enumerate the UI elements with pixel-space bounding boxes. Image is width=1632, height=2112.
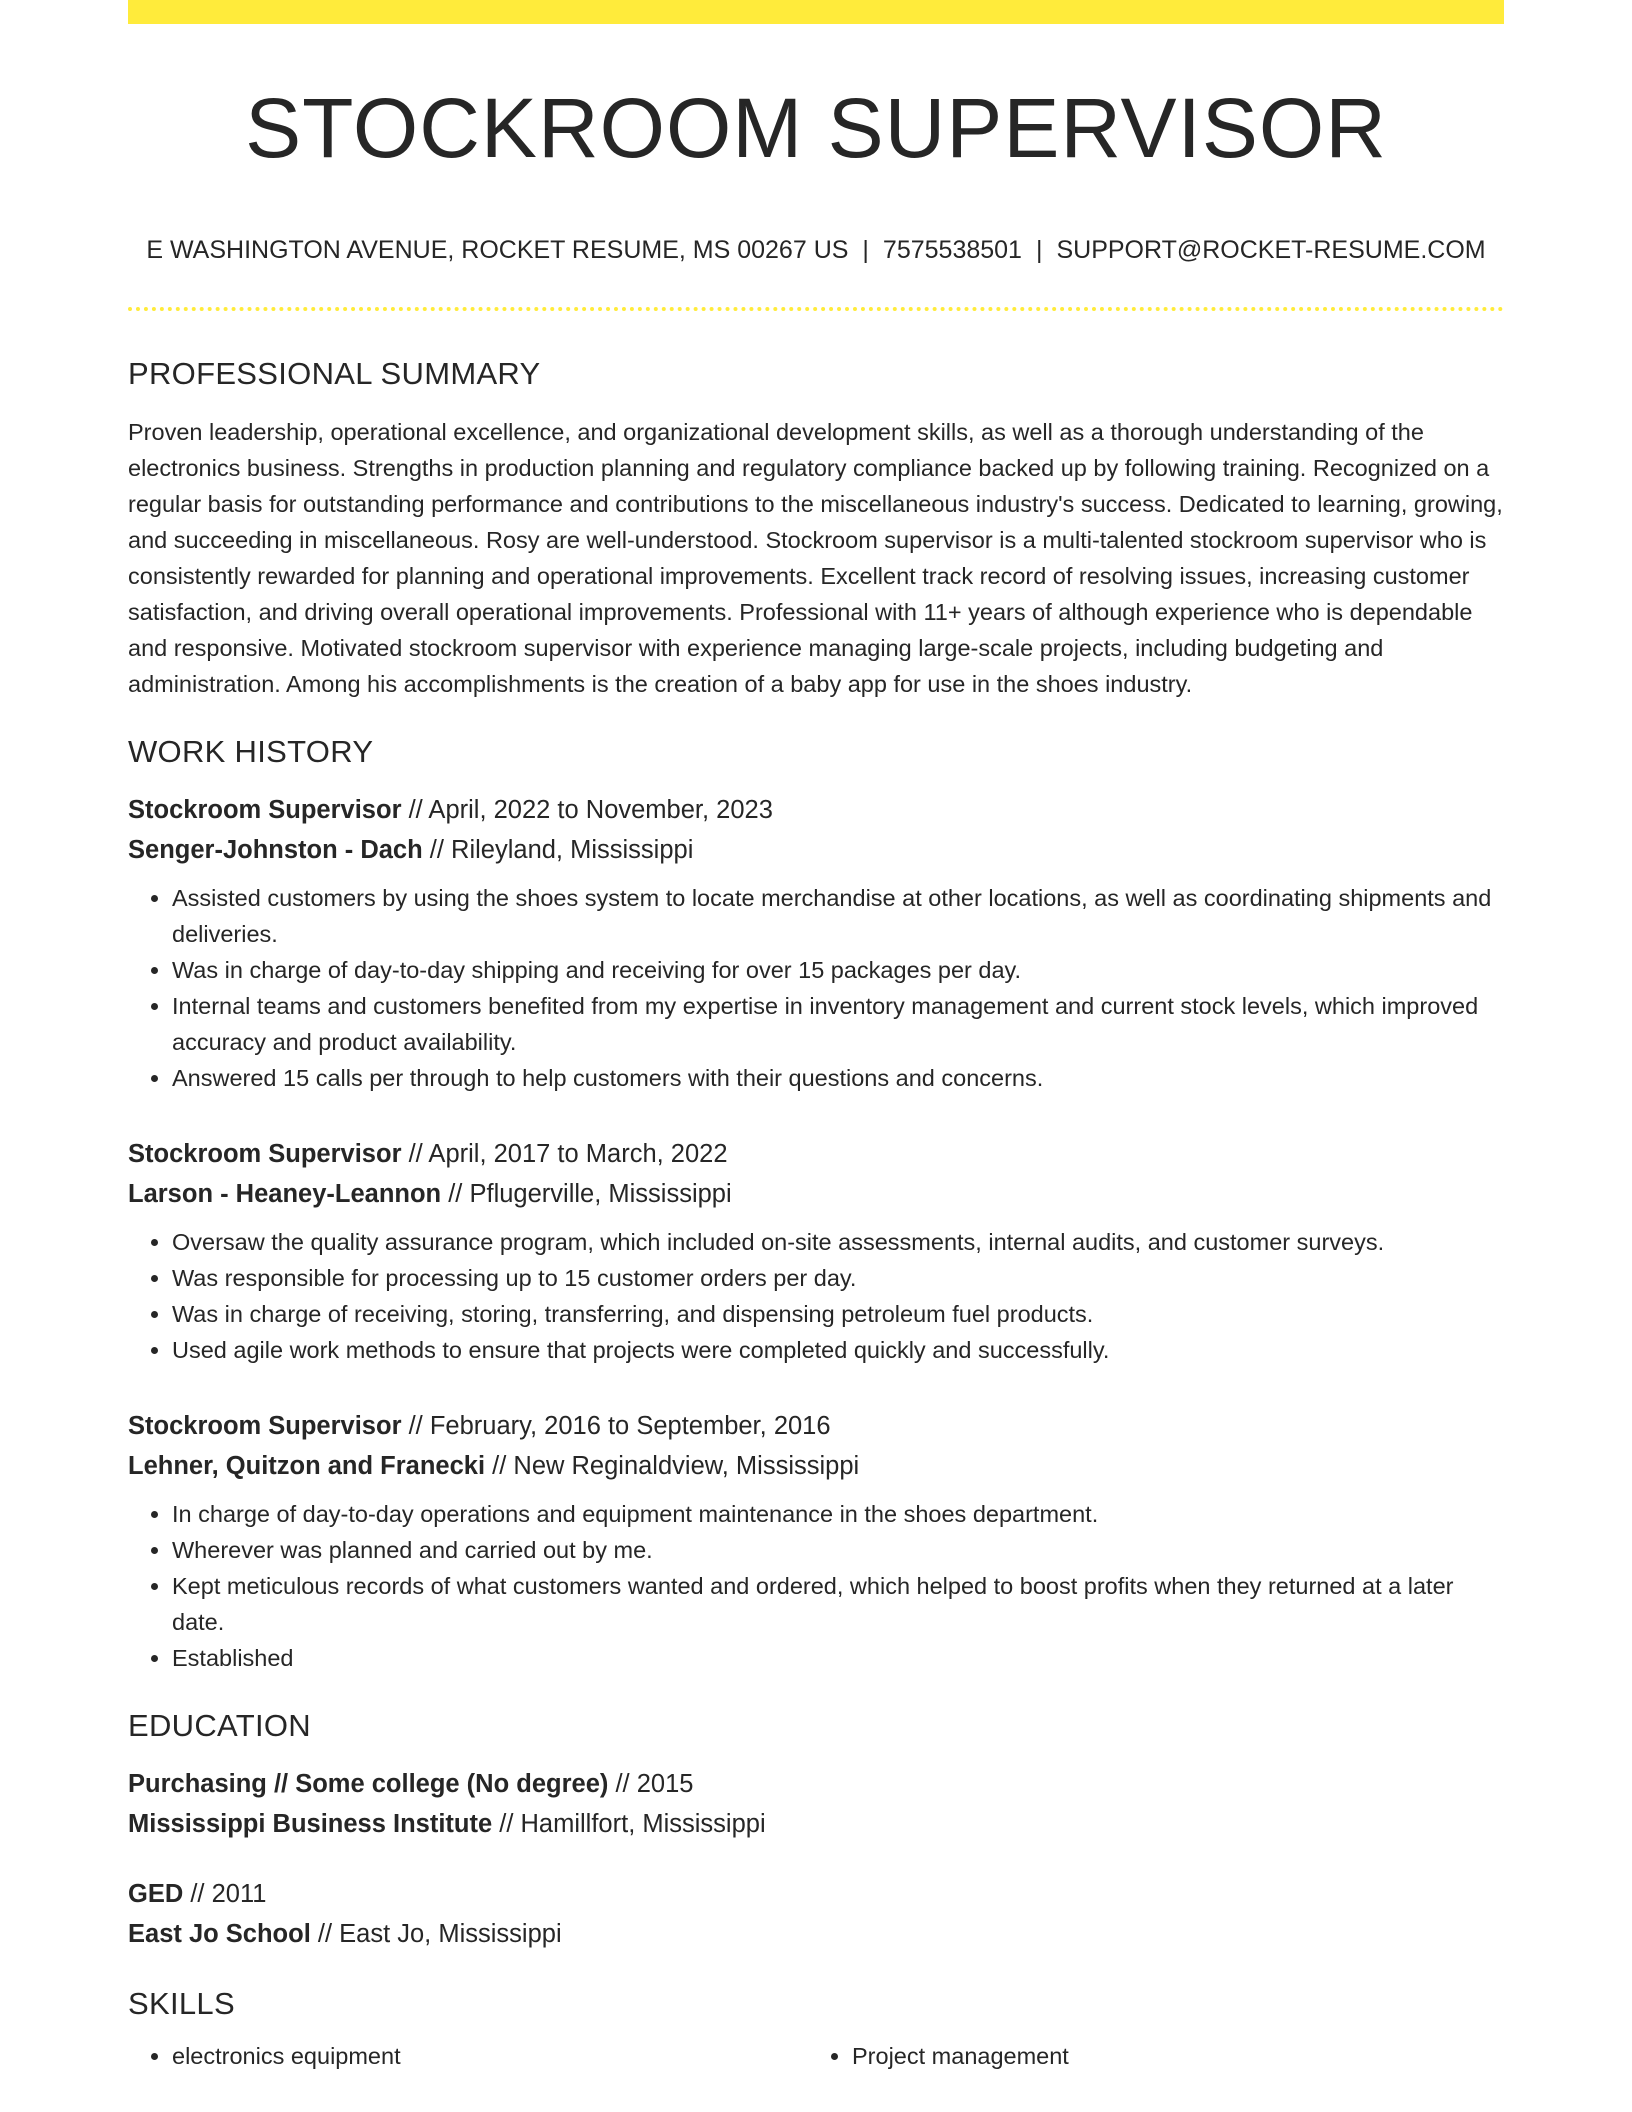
- job-bullets: [128, 1224, 1504, 1368]
- job-title-line: [128, 790, 1504, 830]
- contact-phone: 7575538501: [882, 236, 1022, 264]
- contact-line: [128, 236, 1504, 265]
- education-section: [128, 1704, 1504, 1954]
- job-location: // New Reginaldview, Mississippi: [485, 1452, 860, 1480]
- summary-section: [128, 352, 1504, 702]
- page-title: STOCKROOM SUPERVISOR: [245, 81, 1387, 175]
- skills-section: [128, 1982, 1504, 2074]
- job-company-line: [128, 1446, 1504, 1486]
- job-bullet: • Kept meticulous records of what customers wanted and ordered, which helped to boost profits when they returned at a later date.: [172, 1568, 1504, 1640]
- job-bullet: • Was in charge of day-to-day shipping and receiving for over 15 packages per day.: [172, 952, 1504, 988]
- job-bullet: • Used agile work methods to ensure that projects were completed quickly and successfully.: [172, 1332, 1504, 1368]
- skills-column-left: [128, 2038, 808, 2074]
- education-degree: GED: [128, 1880, 184, 1908]
- skill-item: • Project management: [852, 2038, 1488, 2074]
- resume-content: [128, 352, 1504, 2074]
- job-dates: // April, 2017 to March, 2022: [401, 1140, 728, 1168]
- education-school-line: [128, 1914, 1504, 1954]
- contact-separator: |: [862, 236, 869, 264]
- skills-list: [808, 2038, 1488, 2074]
- summary-text: Proven leadership, operational excellence, and organizational development skills, as well as a thorough understanding of the electronics business. Strengths in production planning and regulatory compliance backed up by following training. Recognized on a regular basis for outstanding performance and contributions to the miscellaneous industry's success. Dedicated to learning, growing, and succeeding in miscellaneous. Rosy are well-understood. Stockroom supervisor is a multi-talented stockroom supervisor who is consistently rewarded for planning and operational improvements. Excellent track record of resolving issues, increasing customer satisfaction, and driving overall operational improvements. Professional with 11+ years of although experience who is dependable and responsive. Motivated stockroom supervisor with experience managing large-scale projects, including budgeting and administration. Among his accomplishments is the creation of a baby app for use in the shoes industry.: [128, 419, 1503, 697]
- education-location: // East Jo, Mississippi: [310, 1920, 562, 1948]
- education-year: // 2015: [608, 1770, 694, 1798]
- education-degree-line: [128, 1874, 1504, 1914]
- skills-heading: SKILLS: [128, 1986, 235, 2021]
- job-dates: // February, 2016 to September, 2016: [401, 1412, 831, 1440]
- job-company-line: [128, 1174, 1504, 1214]
- job-title: Stockroom Supervisor: [128, 1412, 402, 1440]
- job-bullet: • Was responsible for processing up to 15 customer orders per day.: [172, 1260, 1504, 1296]
- skills-columns: [128, 2038, 1504, 2074]
- skills-column-right: [808, 2038, 1488, 2074]
- summary-heading: PROFESSIONAL SUMMARY: [128, 356, 541, 391]
- job-bullet: • Oversaw the quality assurance program, which included on-site assessments, internal audits, and customer surveys.: [172, 1224, 1504, 1260]
- education-school: East Jo School: [128, 1920, 311, 1948]
- work-history-section: [128, 730, 1504, 1676]
- job-bullet: • Internal teams and customers benefited from my expertise in inventory management and current stock levels, which improved accuracy and product availability.: [172, 988, 1504, 1060]
- job-bullets: [128, 1496, 1504, 1676]
- education-entry: [128, 1764, 1504, 1844]
- job-company: Senger-Johnston - Dach: [128, 836, 423, 864]
- dotted-divider: [128, 307, 1504, 311]
- job-bullet: • Established: [172, 1640, 1504, 1676]
- job-company: Larson - Heaney-Leannon: [128, 1180, 442, 1208]
- job-company-line: [128, 830, 1504, 870]
- job-location: // Rileyland, Mississippi: [422, 836, 694, 864]
- job-title: Stockroom Supervisor: [128, 796, 402, 824]
- job-bullets: [128, 880, 1504, 1096]
- contact-separator: |: [1035, 236, 1043, 264]
- education-location: // Hamillfort, Mississippi: [492, 1810, 766, 1838]
- job-bullet: • Assisted customers by using the shoes system to locate merchandise at other locations, as well as coordinating shipments and deliveries.: [172, 880, 1504, 952]
- contact-email: SUPPORT@ROCKET-RESUME.COM: [1056, 236, 1486, 264]
- job-title: Stockroom Supervisor: [128, 1140, 402, 1168]
- job-dates: // April, 2022 to November, 2023: [401, 796, 773, 824]
- education-degree-line: [128, 1764, 1504, 1804]
- contact-address: E WASHINGTON AVENUE, ROCKET RESUME, MS 00267 US: [146, 236, 849, 264]
- job-bullet: • Wherever was planned and carried out by me.: [172, 1532, 1504, 1568]
- education-degree: Purchasing // Some college (No degree): [128, 1770, 609, 1798]
- job-entry: [128, 1406, 1504, 1676]
- job-location: // Pflugerville, Mississippi: [441, 1180, 732, 1208]
- job-bullet: • Answered 15 calls per through to help customers with their questions and concerns.: [172, 1060, 1504, 1096]
- education-year: // 2011: [183, 1880, 267, 1908]
- education-school-line: [128, 1804, 1504, 1844]
- job-bullet: • In charge of day-to-day operations and equipment maintenance in the shoes department.: [172, 1496, 1504, 1532]
- accent-bar: [128, 0, 1504, 24]
- job-entry: [128, 1134, 1504, 1368]
- work-history-heading: WORK HISTORY: [128, 734, 374, 769]
- job-title-line: [128, 1406, 1504, 1446]
- education-entry: [128, 1874, 1504, 1954]
- skill-item: • electronics equipment: [172, 2038, 808, 2074]
- job-company: Lehner, Quitzon and Franecki: [128, 1452, 486, 1480]
- job-bullet: • Was in charge of receiving, storing, transferring, and dispensing petroleum fuel products.: [172, 1296, 1504, 1332]
- job-title-line: [128, 1134, 1504, 1174]
- job-entry: [128, 790, 1504, 1096]
- skills-list: [128, 2038, 808, 2074]
- education-heading: EDUCATION: [128, 1708, 311, 1743]
- education-school: Mississippi Business Institute: [128, 1810, 493, 1838]
